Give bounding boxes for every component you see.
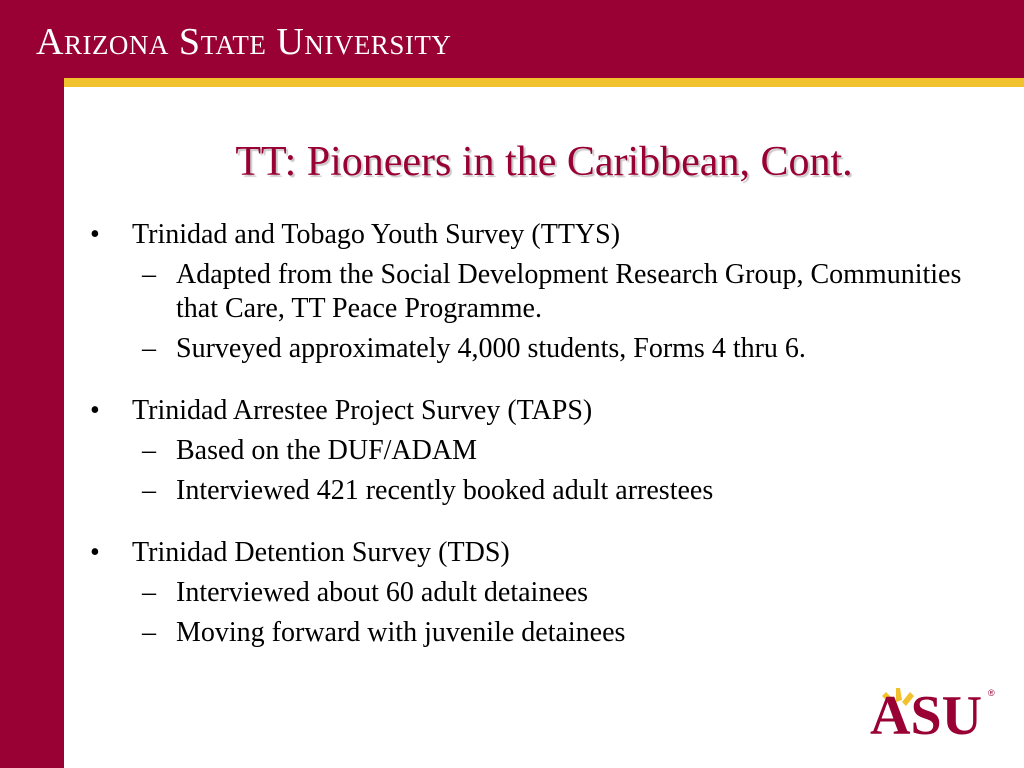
dash-marker: – (142, 259, 156, 290)
gold-stripe (64, 78, 1024, 87)
bullet-marker: • (90, 395, 100, 426)
left-bar (0, 78, 64, 768)
dash-marker: – (142, 617, 156, 648)
bullet-item (90, 218, 990, 252)
sub-bullet-text: Based on the DUF/ADAM (176, 435, 477, 466)
sub-bullet-text: Interviewed about 60 adult detainees (176, 577, 589, 608)
bullet-text: Trinidad Arrestee Project Survey (TAPS) (132, 395, 593, 426)
dash-marker: – (142, 435, 156, 466)
sub-bullet-item (90, 258, 990, 326)
bullet-item (90, 536, 990, 570)
bullet-group (90, 394, 990, 508)
bullet-text: Trinidad Detention Survey (TDS) (132, 537, 510, 568)
dash-marker: – (142, 333, 156, 364)
sub-bullet-item (90, 332, 990, 366)
registered-mark: ® (988, 688, 995, 698)
bullet-marker: • (90, 219, 100, 250)
sub-bullet-text: Adapted from the Social Development Research Group, Communities that Care, TT Peace Programme. (176, 259, 962, 324)
asu-logo-text: ASU (870, 685, 983, 740)
sub-bullet-text: Interviewed 421 recently booked adult arrestees (176, 475, 714, 506)
slide-title: TT: Pioneers in the Caribbean, Cont. (235, 139, 853, 185)
bullet-marker: • (90, 537, 100, 568)
header-banner (0, 0, 1024, 78)
sub-bullet-item (90, 576, 990, 610)
sub-bullet-item (90, 616, 990, 650)
sub-bullet-item (90, 434, 990, 468)
university-name: Arizona State University (36, 21, 452, 63)
bullet-group (90, 536, 990, 650)
sub-bullet-item (90, 474, 990, 508)
slide-content (90, 218, 990, 678)
bullet-group (90, 218, 990, 366)
dash-marker: – (142, 577, 156, 608)
sub-bullet-text: Surveyed approximately 4,000 students, Forms 4 thru 6. (176, 333, 806, 364)
bullet-item (90, 394, 990, 428)
bullet-text: Trinidad and Tobago Youth Survey (TTYS) (132, 219, 621, 250)
dash-marker: – (142, 475, 156, 506)
asu-logo-icon (866, 680, 998, 740)
sub-bullet-text: Moving forward with juvenile detainees (176, 617, 626, 648)
